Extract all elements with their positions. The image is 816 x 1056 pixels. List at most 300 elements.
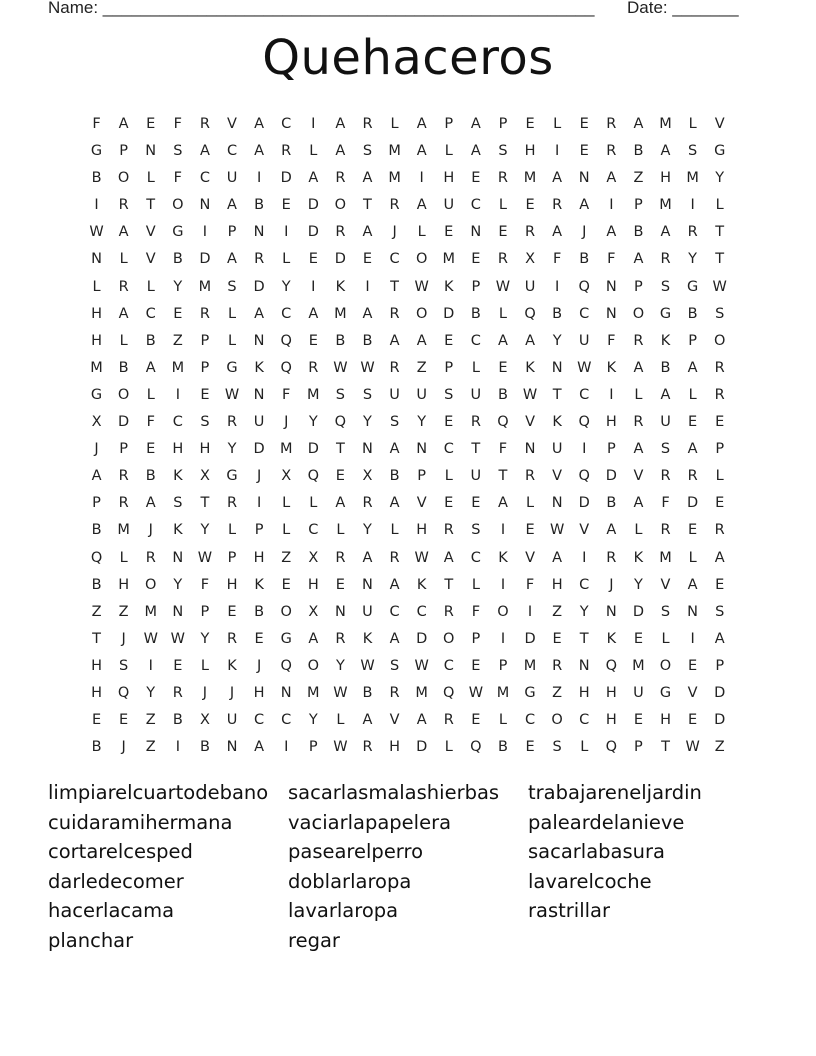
grid-letter: E	[525, 522, 535, 539]
grid-letter: O	[415, 305, 428, 322]
grid-letter: E	[146, 116, 156, 132]
grid-letter: L	[634, 522, 643, 539]
grid-letter: B	[172, 251, 183, 268]
grid-letter: L	[526, 495, 535, 512]
grid-letter: A	[227, 251, 237, 268]
grid-row	[83, 736, 735, 763]
grid-letter: O	[632, 305, 645, 322]
grid-letter: E	[173, 305, 183, 322]
grid-letter: K	[498, 549, 508, 566]
grid-letter: D	[605, 468, 617, 485]
grid-letter: X	[281, 468, 292, 485]
grid-letter: J	[121, 739, 126, 756]
grid-letter: Z	[552, 603, 563, 620]
grid-letter: A	[633, 495, 644, 512]
grid-letter: R	[389, 305, 400, 322]
grid-letter: L	[444, 739, 453, 756]
grid-letter: G	[659, 684, 672, 701]
grid-letter: L	[444, 143, 453, 160]
grid-letter: M	[307, 684, 320, 701]
grid-letter: E	[362, 251, 373, 268]
grid-letter: Y	[308, 414, 318, 431]
grid-letter: L	[688, 116, 697, 132]
grid-letter: R	[660, 251, 671, 268]
grid-letter: D	[714, 712, 726, 729]
grid-letter: L	[417, 224, 426, 241]
grid-letter: B	[606, 495, 617, 512]
grid-letter: Y	[688, 251, 698, 268]
grid-letter: I	[94, 197, 99, 214]
grid-letter: A	[362, 305, 373, 322]
grid-letter: M	[686, 170, 699, 187]
grid-letter: I	[527, 603, 533, 620]
grid-letter: B	[118, 359, 129, 376]
grid-letter: V	[552, 468, 563, 485]
grid-letter: Q	[280, 359, 292, 376]
grid-letter: U	[226, 712, 238, 729]
grid-letter: B	[660, 359, 671, 376]
grid-letter: F	[607, 251, 616, 268]
grid-letter: A	[606, 170, 617, 187]
grid-letter: A	[579, 197, 590, 214]
grid-letter: L	[661, 630, 670, 647]
grid-letter: H	[443, 170, 455, 187]
grid-letter: J	[392, 224, 397, 241]
word-list-item: sacarlabasura	[528, 840, 665, 864]
grid-letter: H	[605, 712, 617, 729]
grid-letter: P	[227, 549, 237, 566]
grid-letter: M	[659, 197, 672, 214]
grid-letter: Q	[117, 684, 130, 701]
grid-letter: P	[254, 522, 264, 539]
grid-letter: R	[362, 116, 373, 132]
grid-letter: I	[555, 278, 560, 295]
grid-row	[83, 330, 735, 357]
grid-letter: F	[661, 495, 670, 512]
grid-letter: C	[443, 657, 454, 674]
grid-letter: R	[389, 549, 400, 566]
grid-letter: M	[279, 441, 293, 458]
grid-letter: W	[414, 657, 429, 674]
grid-letter: D	[632, 603, 644, 620]
grid-letter: E	[444, 414, 454, 431]
grid-letter: L	[390, 522, 399, 539]
grid-letter: B	[254, 197, 265, 214]
grid-letter: Q	[524, 305, 536, 322]
grid-letter: V	[145, 224, 156, 241]
grid-letter: N	[470, 224, 482, 241]
grid-letter: M	[523, 657, 537, 674]
grid-letter: R	[335, 630, 346, 647]
grid-letter: V	[389, 712, 400, 729]
grid-letter: R	[145, 549, 156, 566]
grid-letter: C	[281, 712, 292, 729]
grid-letter: R	[199, 305, 210, 322]
grid-letter: F	[173, 116, 182, 132]
grid-letter: C	[470, 332, 481, 349]
grid-letter: A	[416, 332, 427, 349]
grid-letter: E	[688, 414, 698, 431]
grid-letter: C	[308, 522, 319, 539]
word-list-item: rastrillar	[528, 899, 611, 923]
grid-letter: I	[175, 739, 180, 756]
word-list-item: trabajareneljardin	[528, 781, 702, 804]
grid-letter: Q	[578, 414, 590, 431]
grid-letter: I	[690, 197, 695, 214]
word-list-item: doblarlaropa	[288, 869, 412, 893]
grid-letter: R	[714, 386, 725, 403]
grid-letter: B	[633, 224, 644, 241]
grid-letter: L	[146, 278, 155, 295]
grid-letter: E	[715, 576, 725, 593]
grid-letter: D	[307, 224, 319, 241]
grid-letter: J	[94, 441, 99, 458]
grid-letter: A	[687, 359, 698, 376]
grid-letter: T	[390, 278, 399, 295]
grid-letter: H	[524, 143, 536, 160]
grid-letter: V	[660, 576, 671, 593]
grid-letter: R	[714, 359, 725, 376]
grid-letter: A	[362, 549, 373, 566]
grid-letter: C	[281, 305, 292, 322]
grid-letter: A	[389, 332, 400, 349]
grid-letter: N	[253, 224, 265, 241]
grid-letter: Y	[173, 576, 183, 593]
grid-letter: R	[687, 468, 698, 485]
grid-letter: B	[470, 305, 481, 322]
grid-letter: A	[497, 495, 508, 512]
grid-row	[83, 628, 735, 655]
grid-letter: H	[172, 441, 184, 458]
grid-letter: M	[171, 359, 185, 376]
word-list-item: cortarelcesped	[48, 840, 193, 864]
grid-letter: L	[309, 143, 318, 160]
word-list-item: regar	[288, 928, 340, 952]
grid-row	[83, 221, 735, 248]
grid-letter: P	[606, 441, 616, 458]
grid-letter: A	[416, 197, 427, 214]
grid-letter: Y	[633, 576, 643, 593]
grid-letter: L	[119, 251, 128, 268]
grid-letter: E	[471, 170, 481, 187]
grid-letter: L	[580, 739, 589, 756]
grid-letter: P	[200, 332, 210, 349]
grid-letter: C	[145, 305, 156, 322]
grid-letter: N	[226, 739, 238, 756]
grid-letter: L	[336, 522, 345, 539]
grid-letter: G	[280, 630, 292, 647]
grid-letter: O	[659, 657, 672, 674]
grid-letter: I	[555, 143, 560, 160]
grid-letter: L	[92, 278, 101, 295]
grid-letter: A	[308, 630, 319, 647]
grid-letter: O	[334, 197, 347, 214]
grid-letter: P	[498, 116, 508, 132]
grid-letter: D	[687, 495, 699, 512]
grid-letter: P	[119, 143, 129, 160]
grid-row	[83, 438, 735, 465]
grid-letter: M	[198, 278, 212, 295]
grid-letter: G	[524, 684, 536, 701]
grid-letter: T	[498, 468, 508, 485]
grid-letter: C	[416, 603, 427, 620]
grid-letter: M	[659, 549, 672, 566]
grid-letter: Y	[579, 603, 589, 620]
date-field-label[interactable]: Date: _______	[627, 0, 739, 17]
grid-letter: N	[605, 278, 617, 295]
grid-letter: M	[442, 251, 456, 268]
grid-letter: R	[389, 359, 400, 376]
grid-letter: W	[495, 278, 511, 295]
grid-letter: O	[443, 630, 455, 647]
grid-letter: D	[578, 495, 590, 512]
grid-letter: R	[118, 278, 129, 295]
grid-letter: R	[525, 224, 536, 241]
grid-letter: C	[470, 197, 481, 214]
grid-letter: V	[687, 684, 698, 701]
grid-letter: A	[606, 224, 617, 241]
grid-letter: D	[307, 441, 319, 458]
grid-letter: F	[498, 441, 508, 458]
grid-letter: E	[444, 224, 454, 241]
grid-letter: U	[226, 170, 238, 187]
word-list-item: planchar	[48, 928, 134, 952]
grid-letter: U	[551, 441, 563, 458]
grid-letter: Q	[90, 549, 103, 566]
grid-letter: Z	[91, 603, 102, 620]
grid-letter: A	[335, 116, 346, 132]
grid-letter: K	[606, 359, 617, 376]
grid-letter: L	[282, 495, 291, 512]
grid-letter: L	[688, 549, 697, 566]
grid-letter: K	[254, 576, 264, 593]
grid-letter: A	[335, 495, 346, 512]
grid-letter: E	[200, 386, 210, 403]
grid-letter: Z	[281, 549, 292, 566]
grid-letter: R	[308, 359, 319, 376]
grid-letter: L	[227, 305, 237, 322]
word-list-item	[528, 928, 768, 954]
grid-letter: N	[145, 143, 157, 160]
grid-row	[83, 655, 735, 682]
word-list-item: limpiarelcuartodebano	[48, 781, 269, 804]
grid-letter: I	[419, 170, 424, 187]
grid-letter: R	[335, 549, 346, 566]
grid-letter: O	[713, 332, 726, 349]
grid-letter: R	[172, 684, 183, 701]
grid-letter: U	[362, 603, 373, 620]
grid-letter: Y	[281, 278, 291, 295]
word-list-item: darledecomer	[48, 869, 184, 893]
grid-letter: E	[579, 143, 589, 160]
grid-letter: C	[389, 251, 400, 268]
grid-letter: X	[308, 603, 319, 620]
grid-letter: B	[199, 739, 210, 756]
grid-letter: B	[254, 603, 265, 620]
grid-letter: P	[471, 278, 481, 295]
grid-letter: Z	[118, 603, 129, 620]
grid-letter: K	[335, 278, 346, 295]
grid-letter: L	[471, 359, 480, 376]
grid-letter: R	[443, 522, 454, 539]
grid-letter: B	[389, 468, 400, 485]
grid-letter: D	[416, 739, 428, 756]
grid-letter: S	[552, 739, 562, 756]
grid-letter: A	[362, 712, 373, 729]
grid-letter: E	[498, 224, 508, 241]
grid-letter: L	[282, 522, 291, 539]
grid-letter: Y	[227, 441, 237, 458]
grid-letter: E	[227, 603, 237, 620]
grid-letter: N	[172, 603, 184, 620]
grid-letter: I	[311, 116, 316, 132]
grid-letter: T	[363, 197, 372, 214]
grid-letter: L	[146, 386, 155, 403]
grid-row	[83, 601, 735, 628]
grid-letter: U	[389, 386, 400, 403]
grid-letter: A	[633, 116, 644, 132]
grid-letter: B	[335, 332, 346, 349]
grid-letter: H	[389, 739, 401, 756]
grid-letter: Y	[335, 657, 345, 674]
grid-letter: N	[605, 305, 617, 322]
grid-letter: M	[659, 116, 672, 132]
grid-letter: C	[579, 386, 590, 403]
grid-letter: L	[227, 332, 237, 349]
grid-letter: L	[688, 386, 697, 403]
grid-letter: Q	[334, 414, 347, 431]
grid-letter: T	[471, 441, 481, 458]
grid-letter: B	[145, 332, 156, 349]
grid-letter: E	[308, 332, 318, 349]
grid-letter: P	[227, 224, 237, 241]
grid-letter: E	[308, 251, 318, 268]
grid-letter: G	[226, 359, 238, 376]
grid-letter: S	[660, 603, 671, 620]
word-list-item: cuidaramihermana	[48, 810, 233, 834]
grid-letter: S	[688, 143, 698, 160]
grid-letter: D	[307, 197, 319, 214]
grid-letter: L	[471, 576, 480, 593]
grid-letter: U	[633, 684, 644, 701]
grid-letter: C	[254, 712, 265, 729]
grid-letter: C	[579, 576, 590, 593]
page-title: Quehaceros	[262, 30, 554, 86]
grid-row	[83, 113, 735, 140]
grid-letter: I	[175, 386, 180, 403]
grid-letter: N	[551, 495, 563, 512]
grid-letter: E	[688, 522, 698, 539]
grid-letter: H	[226, 576, 238, 593]
grid-letter: V	[633, 468, 644, 485]
grid-row	[83, 194, 735, 221]
grid-letter: P	[92, 495, 101, 512]
grid-letter: K	[633, 549, 644, 566]
word-list-item: lavarlaropa	[288, 899, 399, 923]
grid-letter: L	[634, 386, 643, 403]
grid-letter: E	[633, 630, 643, 647]
grid-letter: D	[416, 630, 428, 647]
grid-letter: L	[390, 116, 399, 132]
grid-letter: R	[199, 116, 210, 132]
grid-letter: W	[224, 386, 240, 403]
grid-letter: N	[253, 332, 265, 349]
grid-letter: F	[282, 386, 291, 403]
grid-letter: P	[417, 468, 427, 485]
grid-row	[83, 465, 735, 492]
grid-letter: R	[497, 170, 508, 187]
grid-letter: N	[362, 441, 373, 458]
grid-letter: O	[117, 386, 130, 403]
grid-letter: V	[145, 251, 156, 268]
grid-letter: L	[282, 251, 291, 268]
grid-letter: R	[118, 495, 129, 512]
grid-letter: G	[686, 278, 699, 295]
grid-letter: L	[119, 549, 128, 566]
grid-letter: E	[525, 116, 535, 132]
grid-letter: H	[91, 332, 102, 349]
grid-letter: Y	[417, 414, 427, 431]
grid-letter: B	[687, 305, 698, 322]
grid-letter: Q	[605, 739, 618, 756]
grid-row	[83, 248, 735, 275]
grid-letter: K	[444, 278, 454, 295]
grid-letter: W	[712, 278, 727, 295]
grid-letter: R	[389, 684, 400, 701]
grid-letter: M	[388, 170, 401, 187]
name-field-label[interactable]: Name: ____________________________________________________	[48, 0, 595, 17]
grid-letter: Y	[363, 522, 372, 539]
grid-letter: L	[444, 468, 453, 485]
grid-letter: E	[498, 359, 508, 376]
grid-letter: N	[524, 441, 536, 458]
grid-letter: N	[253, 386, 265, 403]
grid-row	[83, 384, 735, 411]
grid-letter: B	[552, 305, 563, 322]
grid-letter: W	[143, 630, 158, 647]
grid-letter: P	[308, 739, 318, 756]
grid-letter: A	[199, 143, 210, 160]
grid-row	[83, 303, 735, 330]
grid-letter: M	[415, 684, 428, 701]
grid-letter: O	[415, 251, 428, 268]
grid-letter: E	[471, 712, 481, 729]
grid-letter: B	[633, 143, 644, 160]
grid-letter: A	[687, 441, 698, 458]
grid-letter: C	[579, 712, 590, 729]
grid-letter: R	[443, 603, 454, 620]
grid-letter: W	[468, 684, 484, 701]
grid-letter: J	[284, 414, 289, 431]
grid-letter: Y	[552, 332, 562, 349]
word-list-item: hacerlacama	[48, 899, 175, 923]
grid-letter: S	[715, 603, 725, 620]
grid-letter: R	[633, 332, 644, 349]
grid-letter: A	[714, 549, 725, 566]
grid-letter: E	[688, 657, 698, 674]
grid-letter: T	[146, 197, 156, 214]
grid-row	[83, 492, 735, 519]
grid-letter: A	[254, 143, 265, 160]
grid-letter: A	[389, 630, 400, 647]
grid-letter: R	[606, 116, 617, 132]
grid-row	[83, 709, 735, 736]
grid-letter: B	[579, 251, 590, 268]
grid-letter: A	[552, 224, 563, 241]
grid-letter: L	[498, 305, 507, 322]
grid-letter: D	[524, 630, 536, 647]
grid-letter: P	[634, 739, 643, 756]
